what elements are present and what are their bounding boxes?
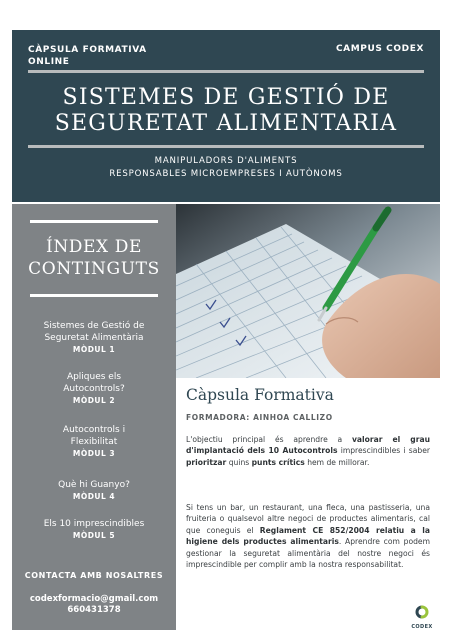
module-item-5 (12, 518, 176, 542)
header-divider-bottom (28, 145, 424, 148)
codex-logo-icon (411, 604, 433, 620)
bold-span: Reglament CE 852/2004 relatiu a la higiene dels productes alimentaris (186, 525, 430, 547)
page-title-line1: SISTEMES DE GESTIÓ DE (62, 85, 390, 110)
module-name: Apliques els (66, 372, 122, 382)
header-divider-top (28, 70, 424, 73)
hero-photo (176, 204, 440, 378)
subtitle-line2: RESPONSABLES MICROEMPRESES I AUTÒNOMS (109, 169, 343, 179)
text-span: hem de millorar. (304, 457, 370, 467)
bold-span: prioritzar (186, 457, 227, 467)
campus-tag: CAMPUS CODEX (335, 44, 424, 54)
module-number: MÒDUL 4 (72, 492, 116, 501)
index-title (12, 236, 176, 280)
context-paragraph (186, 502, 430, 570)
module-name: Autocontrols i (62, 425, 126, 435)
module-item-3 (12, 424, 176, 460)
module-number: MÒDUL 2 (72, 396, 116, 405)
module-item-1 (12, 320, 176, 356)
logo-text: CODEX (411, 624, 433, 630)
module-item-4 (12, 479, 176, 503)
index-divider-bottom (30, 294, 158, 297)
text-span: Si tens un bar, un restaurant, una fleca, una pastisseria, una fruiteria o qualsevol altre negoci de productes alimentaris, cal que coneguis el (186, 503, 430, 535)
course-title: Càpsula Formativa (186, 386, 334, 404)
module-name: Sistemes de Gestió de (43, 321, 145, 331)
format-tag-line2: ONLINE (28, 57, 70, 67)
index-divider-top (30, 220, 158, 223)
page-title (12, 85, 440, 137)
module-name: Què hi Guanyo? (58, 480, 130, 490)
codex-logo (408, 604, 436, 632)
objective-paragraph (186, 434, 430, 468)
bold-span: punts crítics (251, 457, 305, 467)
subtitle-line1: MANIPULADORS D'ALIMENTS (154, 156, 298, 166)
text-span: imprescindibles i saber (337, 446, 430, 456)
module-name: Autocontrols? (63, 384, 125, 394)
module-item-2 (12, 371, 176, 407)
trainer-name: FORMADORA: AINHOA CALLIZO (186, 413, 333, 422)
module-name: Flexibilitat (70, 437, 118, 447)
audience-subtitle (12, 155, 440, 181)
index-title-line2: CONTINGUTS (28, 259, 160, 279)
course-description (176, 378, 440, 630)
bold-span: valorar el grau d'implantació dels 10 Autocontrols (186, 435, 430, 456)
format-tag (28, 44, 147, 68)
contact-phone-link[interactable]: 660431378 (67, 605, 121, 615)
format-tag-line1: CÀPSULA FORMATIVA (28, 45, 147, 55)
text-span: L'objectiu principal és aprendre a (186, 435, 352, 444)
writing-on-checklist-photo (176, 204, 440, 378)
index-sidebar (12, 204, 176, 630)
page-title-line2: SEGURETAT ALIMENTARIA (54, 111, 398, 136)
text-span: quins (226, 457, 252, 467)
text-span: . Aprendre com podem gestionar la seguretat alimentària del nostre negoci és imprescindible per complir amb la nostra responsabilitat. (186, 537, 430, 570)
module-name: Els 10 imprescindibles (43, 519, 145, 529)
module-number: MÒDUL 1 (72, 345, 116, 354)
index-title-line1: ÍNDEX DE (46, 237, 142, 257)
contact-heading: CONTACTA AMB NOSALTRES (24, 571, 164, 580)
module-number: MÒDUL 3 (72, 449, 116, 458)
module-number: MÒDUL 5 (72, 531, 116, 540)
contact-email-link[interactable]: codexformacio@gmail.com (29, 594, 159, 604)
module-name: Seguretat Alimentària (44, 333, 144, 343)
header-banner (12, 30, 440, 202)
